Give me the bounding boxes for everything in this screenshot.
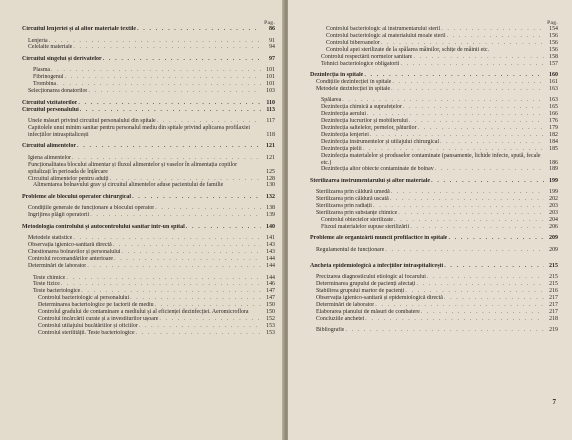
leader-dots [373, 203, 544, 210]
toc-entry-title: Chestionarea bolnavilor și personalului [28, 249, 121, 256]
leader-dots [418, 125, 544, 132]
toc-entry-page: 97 [269, 55, 275, 62]
toc-entry [22, 205, 275, 212]
toc-entry [22, 67, 275, 74]
leader-dots [421, 309, 544, 316]
toc-entry [310, 247, 558, 254]
leader-dots [77, 143, 261, 150]
leader-dots [447, 33, 544, 40]
leader-dots [66, 275, 261, 282]
toc-entry-title: Controlul bacteriologic al materialului moale steril [326, 32, 446, 39]
toc-entry-page: 144 [266, 256, 275, 263]
toc-entry-page: 103 [266, 88, 275, 95]
leader-dots [87, 263, 261, 270]
toc-entry [310, 47, 558, 54]
leader-dots [155, 205, 261, 212]
toc-entry [310, 139, 558, 146]
toc-entry-page: 121 [266, 154, 275, 161]
toc-entry-page: 125 [266, 168, 275, 175]
pag-header-right: Pag. [547, 20, 558, 26]
toc-entry-page: 163 [549, 97, 558, 104]
toc-entry-page: 86 [269, 26, 275, 32]
toc-entry [22, 330, 275, 337]
toc-entry [22, 275, 275, 282]
toc-entry-page: 179 [549, 124, 558, 131]
toc-entry-page: 94 [269, 44, 275, 51]
toc-entry [310, 309, 558, 316]
toc-entry [310, 26, 558, 33]
toc-right [310, 26, 558, 334]
toc-entry-page: 161 [549, 78, 558, 85]
toc-entry-page: 143 [266, 249, 275, 256]
toc-entry-page: 209 [549, 246, 558, 253]
toc-entry-title: Dezinfecția saltelelor, pernelor, păturilor [321, 124, 417, 131]
toc-entry-title: Îngrijirea plăgii operatorii [28, 212, 90, 219]
leader-dots [90, 212, 261, 219]
leader-dots [155, 302, 261, 309]
leader-dots [444, 295, 544, 302]
toc-entry-title: Sterilizarea prin radiații [316, 203, 372, 210]
toc-heading [22, 56, 275, 63]
leader-dots [370, 132, 544, 139]
toc-entry-title: Determinări de laborator [28, 263, 87, 269]
leader-dots [375, 302, 544, 309]
toc-entry [310, 111, 558, 118]
toc-entry-page: 158 [549, 53, 558, 60]
leader-dots [136, 330, 261, 337]
leader-dots [72, 155, 261, 162]
toc-entry [310, 125, 558, 132]
toc-entry [22, 309, 275, 316]
leader-dots [391, 86, 544, 93]
leader-dots [409, 118, 544, 125]
toc-entry-page: 138 [266, 205, 275, 212]
toc-entry-page: 215 [549, 274, 558, 281]
leader-dots [448, 235, 544, 242]
leader-dots [88, 88, 261, 95]
toc-entry [22, 125, 275, 139]
leader-dots [342, 97, 544, 104]
toc-entry [310, 97, 558, 104]
toc-entry-page: 144 [266, 263, 275, 269]
toc-entry-page: 146 [266, 281, 275, 288]
toc-entry-title: Controlul sterilității. Teste bacteriologice [38, 329, 135, 336]
toc-entry-title: Metodele dezinfecției în spitale [316, 85, 391, 92]
toc-entry [310, 54, 558, 61]
toc-entry-page: 160 [549, 72, 558, 79]
toc-entry [310, 104, 558, 111]
leader-dots [73, 44, 261, 51]
leader-dots [49, 38, 261, 45]
leader-dots [398, 210, 544, 217]
leader-dots [435, 166, 544, 173]
leader-dots [64, 74, 261, 81]
toc-entry-page: 144 [266, 274, 275, 281]
toc-heading [22, 143, 275, 150]
toc-entry-page: 150 [266, 309, 275, 316]
toc-entry-page: 165 [549, 104, 558, 111]
toc-entry-title: Dezinfecția instrumentelor și utilajului chirurgical [321, 138, 439, 145]
toc-entry-title: Fibrinogenul [33, 74, 64, 81]
toc-entry [310, 79, 558, 86]
toc-entry [22, 44, 275, 51]
toc-entry-title: Sterilizarea prin substanțe chimice [316, 210, 398, 217]
toc-entry [310, 196, 558, 203]
toc-entry-page: 101 [266, 81, 275, 88]
toc-entry-title: Probleme ale blocului operator chirurgical [22, 193, 132, 200]
toc-entry [22, 235, 275, 242]
toc-entry-page: 150 [266, 302, 275, 309]
toc-entry-page: 217 [549, 308, 558, 315]
toc-entry-title: Controlul gradului de contaminare a mediului și al eficienței dezinfecției. Aeromicroflora [38, 309, 249, 316]
toc-entry [22, 263, 275, 270]
toc-entry [310, 203, 558, 210]
toc-heading [22, 107, 275, 114]
leader-dots [381, 40, 544, 47]
toc-entry-title: Determinări de laborator [316, 301, 375, 308]
toc-entry-title: Dezinfecția materialelor și produselor contaminate (pansamente, lichide infecte, spută, fecale etc.) [321, 152, 541, 166]
leader-dots [157, 118, 261, 125]
toc-entry [310, 210, 558, 217]
toc-entry-page: 182 [549, 131, 558, 138]
toc-entry-page: 166 [549, 111, 558, 118]
toc-heading [310, 235, 558, 242]
toc-entry-page: 204 [549, 217, 558, 224]
toc-entry-page: 128 [266, 175, 275, 182]
pag-header-left: Pag. [264, 20, 275, 26]
toc-entry-title: Controlul apei sterilizate de la spălarea mâinilor, schițe de mâinii etc. [326, 46, 490, 53]
toc-heading [22, 26, 275, 33]
toc-entry [22, 281, 275, 288]
toc-entry-page: 139 [266, 212, 275, 219]
leader-dots [367, 111, 544, 118]
toc-entry-title: Precizarea diagnosticului etiologic al focarului [316, 274, 426, 281]
toc-entry-title: Controlul bacteriologic al instrumentarului steril [326, 26, 441, 32]
toc-entry-page: 141 [266, 235, 275, 242]
toc-entry-title: Ancheta epidemiologică a infecțiilor intraspitalicești [310, 262, 444, 269]
toc-entry-page: 185 [549, 145, 558, 152]
toc-entry-title: Circuitul alimentelor [22, 143, 77, 150]
toc-entry-page: 189 [549, 166, 558, 173]
toc-entry [22, 182, 275, 189]
toc-left [22, 26, 275, 337]
toc-entry-title: Determinarea bacteriologice pe factorii de mediu [38, 302, 154, 309]
leader-dots [405, 288, 544, 295]
toc-entry-title: Dezinfecția lenjeriei [321, 131, 369, 138]
toc-entry-page: 202 [549, 196, 558, 203]
toc-heading [22, 100, 275, 107]
toc-entry [22, 249, 275, 256]
toc-entry [310, 302, 558, 309]
toc-entry-page: 217 [549, 301, 558, 308]
toc-entry-title: Lenjeria [28, 37, 48, 44]
toc-entry-page: 219 [549, 327, 558, 334]
toc-entry-title: Sterilizarea prin căldură umedă [316, 189, 390, 196]
toc-entry-title: Metodologia controlului și autocontrolului sanitar într-un spital [22, 223, 185, 230]
leader-dots [130, 295, 261, 302]
toc-entry-page: 154 [549, 26, 558, 32]
leader-dots [400, 61, 544, 68]
toc-entry-title: Observația igienico-sanitară și epidemiologică directă [316, 295, 443, 302]
toc-entry-title: Concluziile anchetei [316, 315, 365, 322]
leader-dots [78, 100, 261, 107]
toc-entry-title: Elaborarea planului de măsuri de combatere [316, 308, 420, 315]
toc-entry-title: Metodele statistice [28, 235, 73, 242]
toc-entry-title: Circuitul lenjeriei și al altor materiale textile [22, 26, 137, 32]
toc-entry-title: Dezinfecția aerului [321, 111, 366, 118]
toc-entry-page: 184 [549, 138, 558, 145]
toc-entry-title: Teste fizice [33, 281, 60, 288]
toc-entry [22, 256, 275, 263]
toc-entry [310, 274, 558, 281]
leader-dots [413, 54, 544, 61]
toc-entry-title: Dezinfecția lucrurilor și mobilierului [321, 118, 408, 125]
toc-entry-page: 117 [266, 118, 275, 125]
toc-entry-page: 199 [549, 189, 558, 196]
toc-entry [310, 316, 558, 323]
toc-heading [310, 72, 558, 79]
toc-entry-page: 209 [549, 235, 558, 242]
toc-entry-title: Controlul utilajului bucătăriilor și oficiilor [38, 322, 138, 329]
toc-entry-page: 203 [549, 210, 558, 217]
leader-dots [186, 224, 261, 231]
toc-entry-title: Observația igienico-sanitară directă [28, 242, 112, 249]
leader-dots [394, 217, 544, 224]
leader-dots [345, 327, 544, 334]
toc-entry [310, 189, 558, 196]
toc-entry-title: Unele măsuri privind circuitul personalului din spitale [28, 118, 156, 125]
toc-entry-page: 147 [266, 295, 275, 302]
toc-entry-page: 113 [266, 106, 275, 113]
leader-dots [61, 281, 261, 288]
toc-entry-title: Circuitul sîngelui și derivatelor [22, 55, 102, 62]
toc-entry-page: 215 [549, 281, 558, 288]
toc-entry-page: 91 [269, 37, 275, 44]
leader-dots [363, 146, 544, 153]
leader-dots [444, 263, 544, 270]
toc-entry [310, 61, 558, 68]
toc-entry-page: 153 [266, 322, 275, 329]
toc-entry-page: 140 [266, 223, 275, 230]
leader-dots [391, 189, 544, 196]
toc-entry-title: Igiena alimentelor [28, 154, 72, 161]
toc-entry-page: 206 [549, 223, 558, 230]
toc-entry [22, 118, 275, 125]
leader-dots [132, 194, 261, 201]
toc-entry-title: Circuitul personalului [22, 106, 79, 113]
toc-entry-title: Selecționarea donatorilor [28, 88, 88, 95]
toc-entry [310, 217, 558, 224]
toc-entry-title: Funcționalitatea blocului alimentar și fluxul alimentelor și vaselor în alimentația copiilor spitalizați în perioada de înțărcare [28, 161, 238, 175]
toc-entry-title: Capitolele unui minim sanitar pentru personalul mediu din spitale privind aplicarea profilaxiei infecțiilor intraspitalicești [28, 124, 250, 138]
leader-dots [73, 235, 261, 242]
toc-entry [22, 212, 275, 219]
leader-dots [427, 274, 544, 281]
toc-entry [22, 288, 275, 295]
toc-entry-title: Dezinfecția pielii [321, 145, 362, 152]
toc-entry-title: Circuitul alimentelor pentru adulți [28, 175, 109, 182]
toc-entry [310, 40, 558, 47]
toc-entry-page: 101 [266, 67, 275, 74]
toc-entry-page: 216 [549, 288, 558, 295]
toc-entry-title: Regulamentul de funcționare [316, 246, 385, 253]
toc-entry-page: 156 [549, 39, 558, 46]
leader-dots [416, 281, 544, 288]
toc-entry-title: Controlul recomandărilor anterioare [28, 256, 114, 263]
toc-entry-title: Controlul bacteriologic al personalului [38, 295, 130, 302]
leader-dots [51, 67, 261, 74]
toc-entry [22, 323, 275, 330]
leader-dots [441, 26, 544, 33]
toc-entry-title: Teste bacteriologice [33, 288, 81, 295]
leader-dots [159, 316, 261, 323]
toc-entry-page: 163 [549, 85, 558, 92]
page-number: 7 [552, 398, 556, 406]
toc-entry-page: 121 [266, 143, 275, 150]
toc-entry-page: 130 [266, 182, 275, 189]
toc-heading [22, 194, 275, 201]
toc-entry [22, 38, 275, 45]
toc-entry [310, 118, 558, 125]
toc-entry-title: Dezinfecția altor obiecte contaminate de bolnav [321, 166, 434, 173]
toc-entry [22, 295, 275, 302]
toc-heading [310, 178, 558, 185]
right-page [288, 0, 572, 440]
toc-entry-title: Sterilizarea instrumentarului și altor materiale [310, 177, 431, 184]
toc-entry-title: Alimentarea bolnavului grav și circuitul alimentelor aduse pacientului de familie [33, 182, 224, 189]
leader-dots [403, 104, 544, 111]
toc-entry-page: 153 [266, 329, 275, 336]
toc-entry [310, 327, 558, 334]
leader-dots [392, 79, 544, 86]
toc-entry [22, 74, 275, 81]
toc-entry [22, 316, 275, 323]
toc-entry-title: Condițiile dezinfecției în spitale [316, 78, 392, 85]
toc-entry-page: 186 [549, 159, 558, 166]
leader-dots [57, 81, 261, 88]
toc-entry-title: Controlul încărcării curate și a investiturilor ușoare [38, 315, 159, 322]
toc-entry [22, 242, 275, 249]
leader-dots [431, 178, 544, 185]
toc-entry-page: 199 [549, 177, 558, 184]
toc-entry-title: Controlul biberoanelor [326, 39, 380, 46]
toc-entry-title: Dezinfecția chimică a suprafețelor [321, 104, 402, 111]
toc-entry-page: 152 [266, 315, 275, 322]
toc-entry-title: Determinarea grupului de pacienți afectați [316, 281, 416, 288]
toc-entry [310, 281, 558, 288]
toc-heading [310, 263, 558, 270]
toc-entry [22, 155, 275, 162]
toc-entry-title: Stabilirea grupului martor de pacienți [316, 288, 405, 295]
toc-entry-page: 156 [549, 32, 558, 39]
leader-dots [139, 323, 261, 330]
toc-entry-title: Teste chimice [33, 274, 66, 281]
toc-entry [310, 33, 558, 40]
toc-heading [22, 224, 275, 231]
toc-entry-page: 110 [266, 99, 275, 106]
leader-dots [410, 224, 544, 231]
toc-entry [310, 166, 558, 173]
leader-dots [137, 26, 261, 33]
toc-entry-title: Celelalte materiale [28, 44, 73, 51]
toc-entry-title: Sterilizarea prin căldură uscată [316, 196, 389, 203]
toc-entry [22, 81, 275, 88]
leader-dots [113, 242, 261, 249]
leader-dots [121, 249, 261, 256]
toc-entry [22, 162, 275, 176]
toc-entry-title: Dezinfecția în spitale [310, 72, 364, 79]
toc-entry-title: Bibliografie [316, 327, 345, 334]
leader-dots [114, 256, 261, 263]
toc-entry-page: 203 [549, 203, 558, 210]
toc-entry-page: 217 [549, 295, 558, 302]
toc-entry-page: 132 [266, 193, 275, 200]
toc-entry-title: Condițiile generale de funcționare a blocului operator [28, 205, 155, 212]
toc-entry-title: Controlul respectării normelor sanitare [321, 53, 413, 60]
toc-entry-title: Trombina [33, 81, 57, 88]
toc-entry-title: Spălarea [321, 97, 342, 104]
leader-dots [390, 196, 544, 203]
toc-entry [310, 288, 558, 295]
toc-entry-page: 157 [549, 60, 558, 67]
toc-entry-page: 101 [266, 74, 275, 81]
toc-entry-title: Fluxul materialelor supuse sterilizării [321, 223, 410, 230]
toc-entry-title: Controlul obiectelor sterilizate [321, 217, 393, 224]
leader-dots [365, 316, 544, 323]
toc-entry [310, 224, 558, 231]
leader-dots [364, 72, 544, 79]
left-page [0, 0, 284, 440]
toc-entry [310, 132, 558, 139]
toc-entry-page: 156 [549, 46, 558, 53]
toc-entry-title: Probleme ale organizării muncii profilactice în spitale [310, 235, 448, 242]
toc-entry [310, 295, 558, 302]
leader-dots [103, 56, 261, 63]
leader-dots [80, 107, 261, 114]
toc-entry [310, 153, 558, 167]
toc-entry-page: 143 [266, 242, 275, 249]
leader-dots [81, 288, 261, 295]
leader-dots [385, 247, 544, 254]
leader-dots [440, 139, 544, 146]
toc-entry [22, 88, 275, 95]
toc-entry [22, 302, 275, 309]
toc-entry-title: Plasma [33, 67, 51, 74]
toc-entry-title: Tehnici bacteriologice obligatorii [321, 60, 400, 67]
toc-entry-page: 218 [549, 315, 558, 322]
toc-entry [310, 146, 558, 153]
toc-entry [310, 86, 558, 93]
toc-entry-page: 118 [266, 131, 275, 138]
toc-entry-page: 147 [266, 288, 275, 295]
toc-entry-page: 215 [549, 262, 558, 269]
toc-entry-page: 176 [549, 118, 558, 125]
toc-entry-title: Circuitul vizitatorilor [22, 99, 78, 106]
